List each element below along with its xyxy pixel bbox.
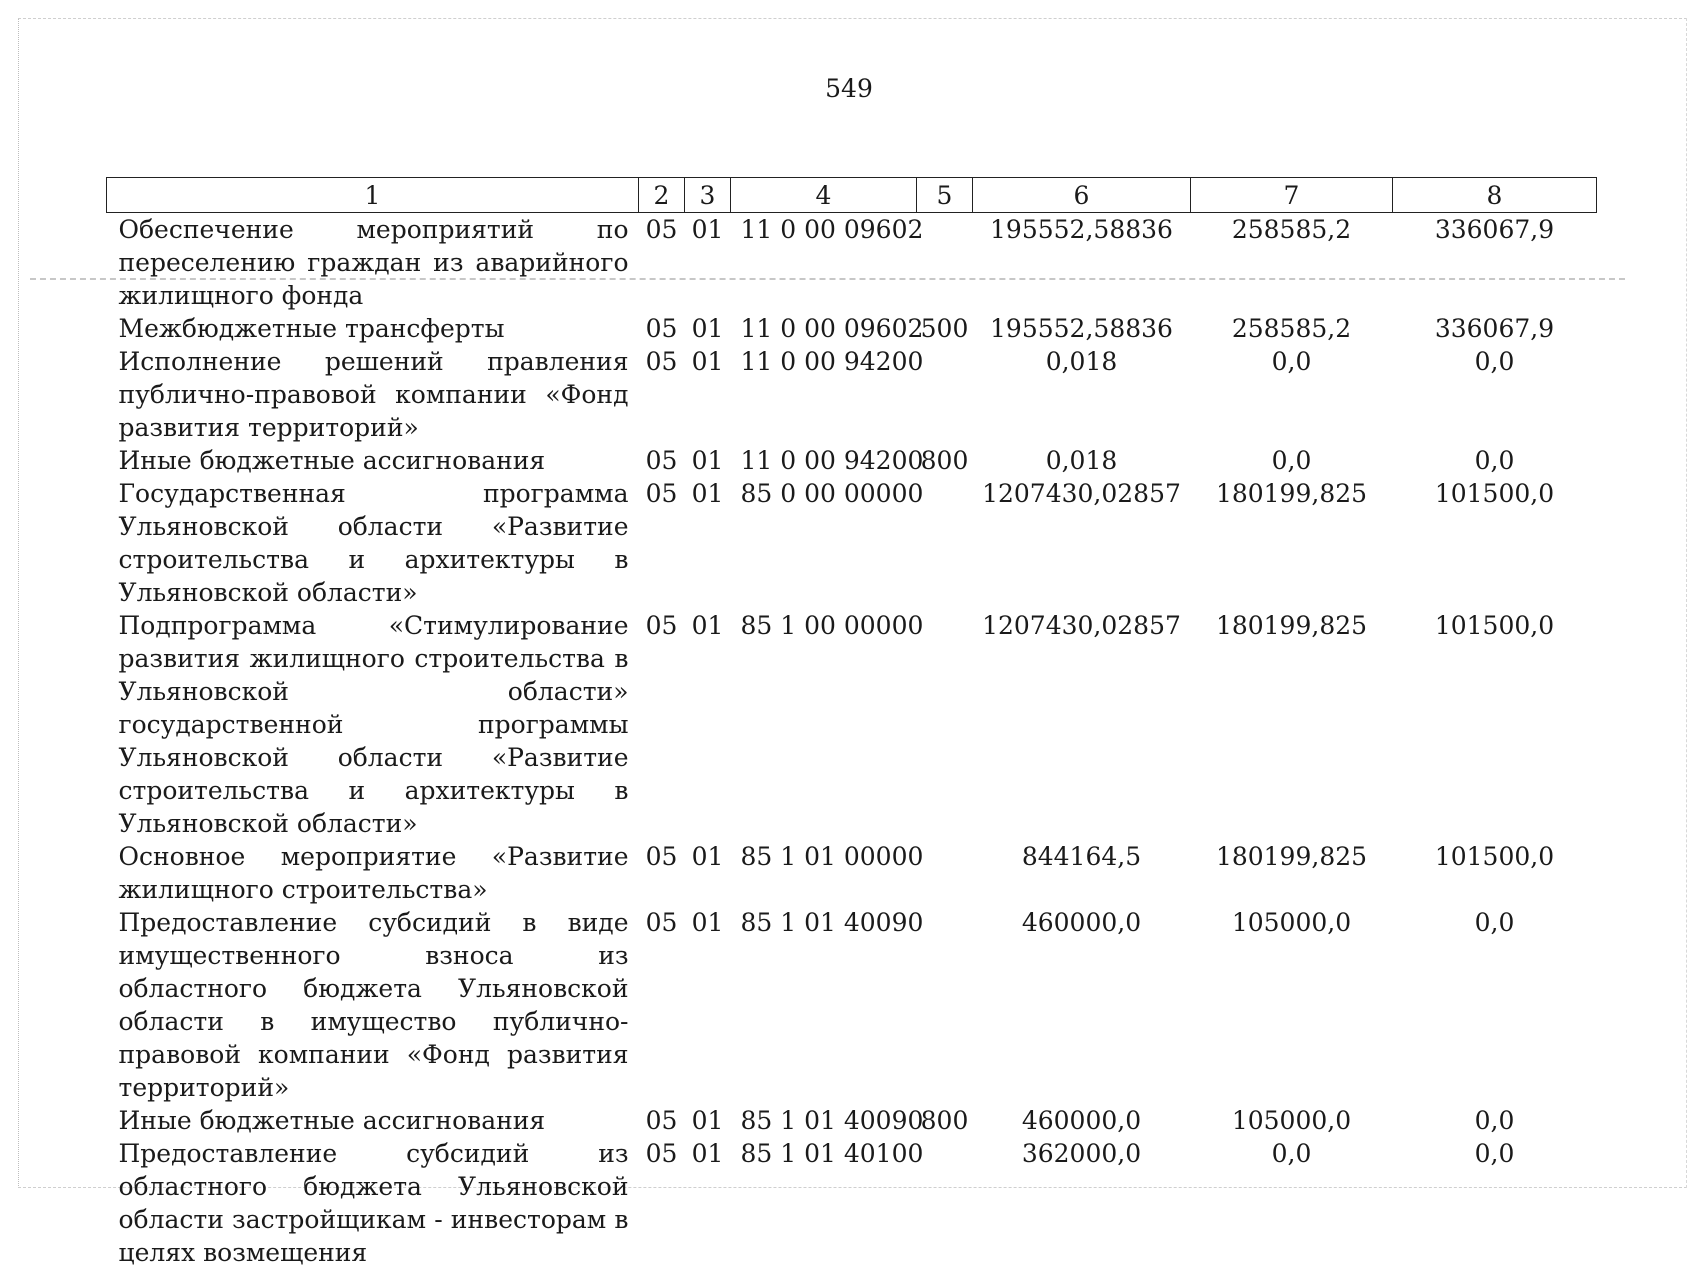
header-col-7: 7 <box>1191 178 1393 213</box>
row-value-6: 362000,0 <box>1021 1139 1142 1168</box>
row-type: 800 <box>920 1106 969 1135</box>
row-value-7: 105000,0 <box>1231 908 1352 937</box>
row-subsection: 01 <box>691 908 724 937</box>
row-type <box>917 609 973 840</box>
table-row <box>107 312 1597 345</box>
header-col-1: 1 <box>107 178 639 213</box>
row-name: Государственная программа Ульяновской области «Развитие строительства и архитектуры в Ульяновской области» <box>118 479 629 607</box>
table-row <box>107 1137 1597 1269</box>
row-value-8: 101500,0 <box>1434 479 1555 508</box>
row-value-7: 0,0 <box>1271 347 1312 376</box>
row-value-6: 1207430,02857 <box>982 611 1181 640</box>
row-name: Подпрограмма «Стимулирование развития жилищного строительства в Ульяновской области» государственной программы Ульяновской области «Развитие строительства и архитектуры в Ульяновской области» <box>118 611 629 838</box>
row-code: 11 0 00 09602 <box>740 314 924 343</box>
row-value-6: 0,018 <box>1045 347 1118 376</box>
row-name: Предоставление субсидий из областного бюджета Ульяновской области застройщикам - инвесторам в целях возмещения <box>118 1139 629 1267</box>
row-code: 11 0 00 94200 <box>740 446 924 475</box>
row-value-6: 460000,0 <box>1021 1106 1142 1135</box>
row-value-7: 258585,2 <box>1231 215 1352 244</box>
row-section: 05 <box>645 1139 678 1168</box>
row-code: 85 0 00 00000 <box>740 479 924 508</box>
row-name: Иные бюджетные ассигнования <box>118 1106 546 1135</box>
table-row <box>107 840 1597 906</box>
table-row <box>107 906 1597 1104</box>
row-type <box>917 1137 973 1269</box>
row-name: Иные бюджетные ассигнования <box>118 446 546 475</box>
row-code: 11 0 00 94200 <box>740 347 924 376</box>
row-type <box>917 213 973 313</box>
row-subsection: 01 <box>691 314 724 343</box>
row-code: 85 1 01 00000 <box>740 842 924 871</box>
row-value-8: 101500,0 <box>1434 842 1555 871</box>
row-type <box>917 906 973 1104</box>
row-value-8: 0,0 <box>1474 446 1515 475</box>
row-value-6: 1207430,02857 <box>982 479 1181 508</box>
row-value-7: 258585,2 <box>1231 314 1352 343</box>
header-col-6: 6 <box>973 178 1191 213</box>
row-type <box>917 477 973 609</box>
row-value-7: 180199,825 <box>1215 842 1368 871</box>
row-section: 05 <box>645 215 678 244</box>
row-type: 500 <box>920 314 969 343</box>
row-subsection: 01 <box>691 479 724 508</box>
row-value-7: 0,0 <box>1271 1139 1312 1168</box>
row-section: 05 <box>645 314 678 343</box>
row-subsection: 01 <box>691 347 724 376</box>
row-name: Межбюджетные трансферты <box>118 314 505 343</box>
row-value-8: 0,0 <box>1474 1106 1515 1135</box>
budget-table <box>106 177 1597 1269</box>
row-value-8: 0,0 <box>1474 908 1515 937</box>
row-code: 85 1 01 40100 <box>740 1139 924 1168</box>
page-number: 549 <box>825 74 873 103</box>
row-section: 05 <box>645 842 678 871</box>
row-name: Основное мероприятие «Развитие жилищного строительства» <box>118 842 629 904</box>
row-value-6: 0,018 <box>1045 446 1118 475</box>
header-col-3: 3 <box>685 178 731 213</box>
row-section: 05 <box>645 479 678 508</box>
row-value-6: 460000,0 <box>1021 908 1142 937</box>
table-row <box>107 1104 1597 1137</box>
row-type: 800 <box>920 446 969 475</box>
row-value-8: 336067,9 <box>1434 215 1555 244</box>
row-section: 05 <box>645 446 678 475</box>
header-row <box>107 178 1597 213</box>
row-type <box>917 840 973 906</box>
row-name: Обеспечение мероприятий по переселению граждан из аварийного жилищного фонда <box>118 215 629 310</box>
row-value-6: 195552,58836 <box>990 314 1173 343</box>
table-row <box>107 213 1597 313</box>
row-subsection: 01 <box>691 1139 724 1168</box>
row-subsection: 01 <box>691 611 724 640</box>
row-value-7: 180199,825 <box>1215 611 1368 640</box>
header-col-4: 4 <box>731 178 917 213</box>
row-section: 05 <box>645 908 678 937</box>
table-row <box>107 609 1597 840</box>
row-section: 05 <box>645 347 678 376</box>
row-value-7: 180199,825 <box>1215 479 1368 508</box>
row-value-7: 105000,0 <box>1231 1106 1352 1135</box>
row-value-8: 0,0 <box>1474 1139 1515 1168</box>
row-name: Исполнение решений правления публично-правовой компании «Фонд развития территорий» <box>118 347 629 442</box>
row-subsection: 01 <box>691 446 724 475</box>
row-value-7: 0,0 <box>1271 446 1312 475</box>
row-value-6: 195552,58836 <box>990 215 1173 244</box>
row-name: Предоставление субсидий в виде имущественного взноса из областного бюджета Ульяновской области в имущество публично-правовой компании «Фонд развития территорий» <box>118 908 629 1102</box>
row-subsection: 01 <box>691 842 724 871</box>
header-col-5: 5 <box>917 178 973 213</box>
row-code: 85 1 01 40090 <box>740 908 924 937</box>
header-col-8: 8 <box>1393 178 1597 213</box>
row-value-6: 844164,5 <box>1021 842 1142 871</box>
table-row <box>107 345 1597 444</box>
row-code: 85 1 00 00000 <box>740 611 924 640</box>
row-value-8: 101500,0 <box>1434 611 1555 640</box>
row-subsection: 01 <box>691 215 724 244</box>
table-row <box>107 477 1597 609</box>
header-col-2: 2 <box>639 178 685 213</box>
row-value-8: 336067,9 <box>1434 314 1555 343</box>
row-code: 11 0 00 09602 <box>740 215 924 244</box>
row-type <box>917 345 973 444</box>
table-row <box>107 444 1597 477</box>
row-value-8: 0,0 <box>1474 347 1515 376</box>
row-subsection: 01 <box>691 1106 724 1135</box>
row-section: 05 <box>645 611 678 640</box>
row-section: 05 <box>645 1106 678 1135</box>
row-code: 85 1 01 40090 <box>740 1106 924 1135</box>
